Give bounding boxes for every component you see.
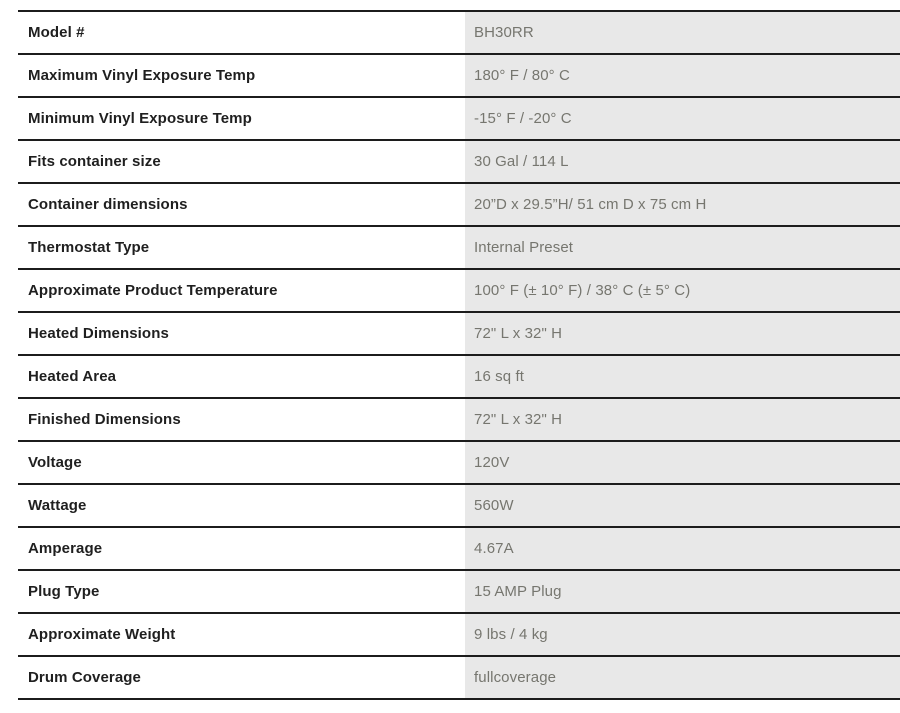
spec-value-cell: -15° F / -20° C bbox=[465, 97, 900, 140]
spec-value-cell: Internal Preset bbox=[465, 226, 900, 269]
spec-table-row bbox=[18, 140, 900, 183]
spec-label-cell: Maximum Vinyl Exposure Temp bbox=[18, 54, 465, 97]
spec-table-row bbox=[18, 226, 900, 269]
spec-table-row bbox=[18, 11, 900, 54]
spec-label-cell: Container dimensions bbox=[18, 183, 465, 226]
spec-table-row bbox=[18, 312, 900, 355]
spec-label-cell: Model # bbox=[18, 11, 465, 54]
spec-table-row bbox=[18, 613, 900, 656]
spec-value-cell: 72" L x 32" H bbox=[465, 398, 900, 441]
spec-table-row bbox=[18, 398, 900, 441]
spec-label-cell: Plug Type bbox=[18, 570, 465, 613]
spec-label-cell: Heated Dimensions bbox=[18, 312, 465, 355]
spec-label-cell: Thermostat Type bbox=[18, 226, 465, 269]
spec-value-cell: 560W bbox=[465, 484, 900, 527]
spec-label-cell: Voltage bbox=[18, 441, 465, 484]
spec-label-cell: Fits container size bbox=[18, 140, 465, 183]
spec-value-cell: BH30RR bbox=[465, 11, 900, 54]
spec-label-cell: Heated Area bbox=[18, 355, 465, 398]
spec-table-row bbox=[18, 570, 900, 613]
spec-value-cell: 100° F (± 10° F) / 38° C (± 5° C) bbox=[465, 269, 900, 312]
spec-table-row bbox=[18, 97, 900, 140]
spec-value-cell: 30 Gal / 114 L bbox=[465, 140, 900, 183]
spec-value-cell: 180° F / 80° C bbox=[465, 54, 900, 97]
spec-table-body bbox=[18, 11, 900, 699]
spec-label-cell: Minimum Vinyl Exposure Temp bbox=[18, 97, 465, 140]
product-spec-table bbox=[18, 10, 900, 700]
spec-label-cell: Drum Coverage bbox=[18, 656, 465, 699]
spec-table-row bbox=[18, 441, 900, 484]
spec-label-cell: Amperage bbox=[18, 527, 465, 570]
spec-value-cell: 120V bbox=[465, 441, 900, 484]
spec-label-cell: Approximate Product Temperature bbox=[18, 269, 465, 312]
spec-value-cell: 9 lbs / 4 kg bbox=[465, 613, 900, 656]
spec-value-cell: fullcoverage bbox=[465, 656, 900, 699]
spec-value-cell: 4.67A bbox=[465, 527, 900, 570]
spec-label-cell: Approximate Weight bbox=[18, 613, 465, 656]
spec-label-cell: Finished Dimensions bbox=[18, 398, 465, 441]
spec-table-row bbox=[18, 269, 900, 312]
spec-value-cell: 15 AMP Plug bbox=[465, 570, 900, 613]
spec-table-row bbox=[18, 656, 900, 699]
spec-table-row bbox=[18, 183, 900, 226]
spec-table-row bbox=[18, 355, 900, 398]
spec-value-cell: 72" L x 32" H bbox=[465, 312, 900, 355]
spec-table-row bbox=[18, 527, 900, 570]
spec-value-cell: 16 sq ft bbox=[465, 355, 900, 398]
spec-table-row bbox=[18, 484, 900, 527]
spec-value-cell: 20”D x 29.5”H/ 51 cm D x 75 cm H bbox=[465, 183, 900, 226]
spec-label-cell: Wattage bbox=[18, 484, 465, 527]
spec-table-row bbox=[18, 54, 900, 97]
